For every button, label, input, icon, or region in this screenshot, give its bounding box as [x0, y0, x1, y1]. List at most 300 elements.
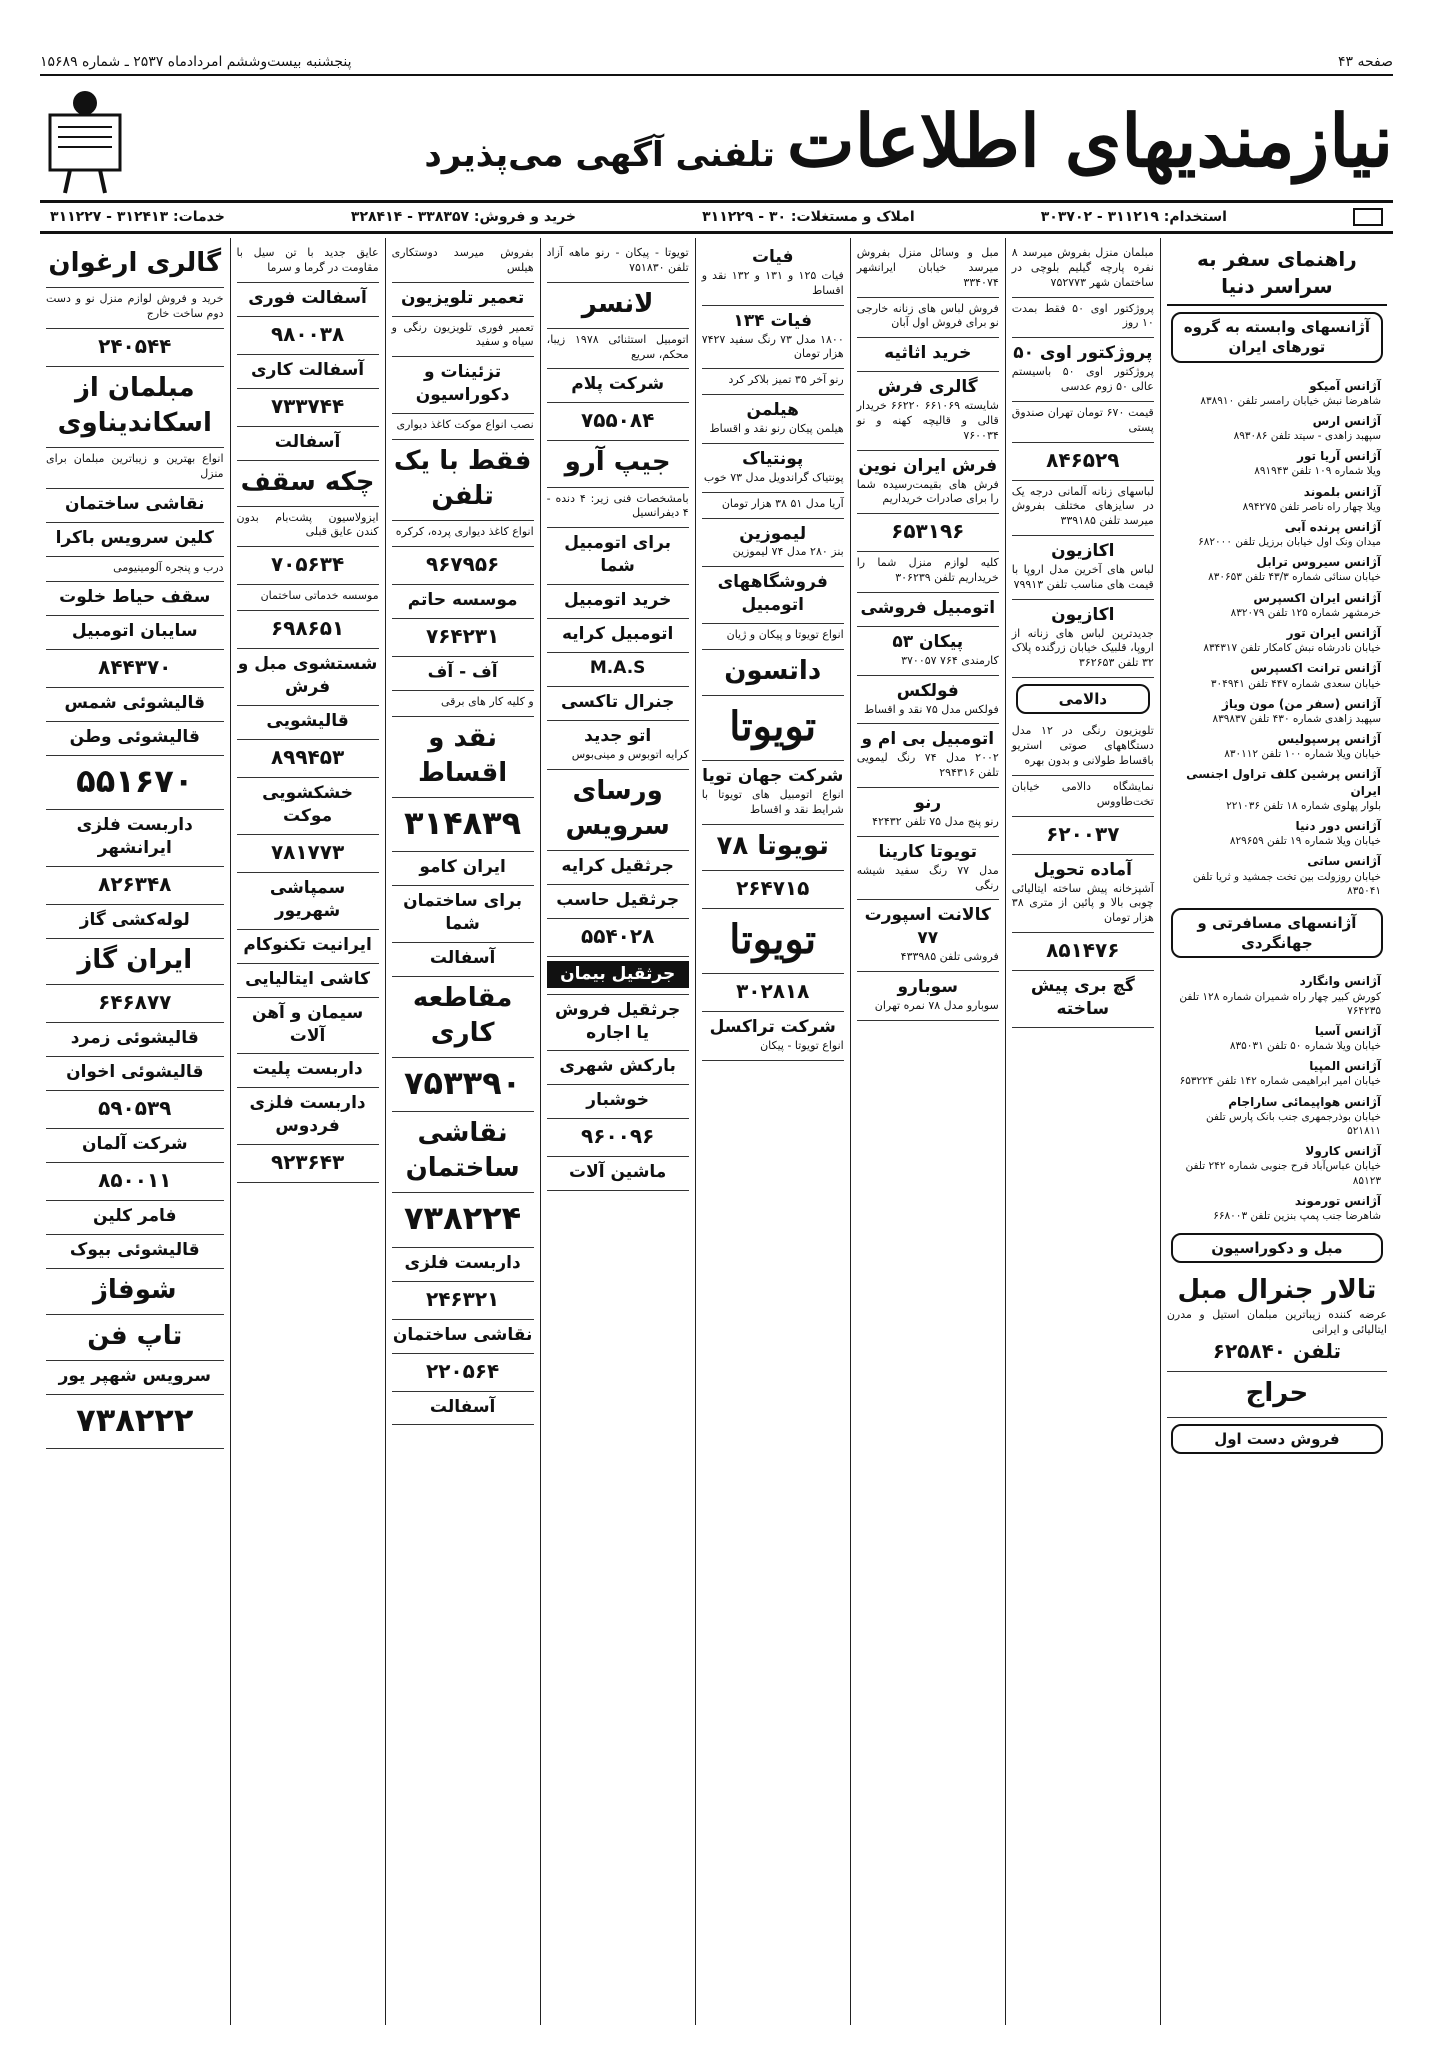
classified-ad: [1012, 443, 1154, 481]
classified-ad: [702, 624, 844, 650]
ad-heading: فیات ۱۳۴: [733, 310, 813, 331]
ad-body: پروژکتور اوی ۵۰ فقط بمدت ۱۰ روز: [1011, 301, 1154, 330]
ad-heading: بارکش شهری: [559, 1056, 676, 1077]
classified-ad: [857, 627, 999, 676]
agency-name: آژانس تورموند: [1294, 1193, 1381, 1208]
ad-heading: داربست فلزی ایرانشهر: [76, 815, 193, 859]
agency-name: آژانس ترانت اکسپرس: [1250, 661, 1381, 676]
classified-ad: [237, 1054, 379, 1088]
ad-heading: لیموزین: [739, 523, 807, 544]
ad-heading: شرکت تراکسل: [709, 1016, 836, 1037]
phone-employment: استخدام: ۳۱۱۲۱۹ - ۳۰۳۷۰۲: [1040, 209, 1227, 225]
classified-ad: [547, 919, 689, 957]
classified-ad: [46, 722, 224, 756]
agency-address: خیابان عباس‌آباد فرح جنوبی شماره ۲۴۲ تلفن ۸۵۱۲۳: [1185, 1160, 1381, 1187]
classified-ad: [237, 1088, 379, 1145]
classified-ad: [857, 676, 999, 725]
ad-heading: خرید اثاثیه: [884, 343, 972, 364]
classified-ad: [46, 1235, 224, 1269]
agency-address: میدان ونک اول خیابان برزیل تلفن ۶۸۲۰۰۰: [1198, 536, 1381, 549]
ad-phone: ۸۵۱۴۷۶: [1046, 938, 1120, 963]
ad-phone: ۲۶۴۷۱۵: [736, 875, 810, 900]
masthead-subtitle: تلفنی آگهی می‌پذیرد: [424, 134, 775, 175]
classified-ad: [237, 317, 379, 355]
classified-ad: [702, 567, 844, 624]
ad-heading: پیکان ۵۳: [892, 631, 964, 652]
ad-phone: ۷۵۵۰۸۴: [581, 408, 655, 433]
classified-ad: [857, 837, 999, 901]
ad-heading: مبلمان از اسکاندیناوی: [57, 372, 212, 438]
phone-buy-sell: خرید و فروش: ۳۳۸۳۵۷ - ۳۲۸۴۱۴: [350, 209, 577, 225]
ad-body: آشپزخانه پیش ساخته ایتالیائی چوبی بالا و پائین از متری ۳۸ هزار تومان: [1011, 881, 1154, 925]
ad-body: انواع تویوتا - پیکان: [760, 1038, 844, 1052]
classified-ad: [857, 972, 999, 1021]
brand-logo: دالامی: [1016, 684, 1150, 714]
classified-ad: [46, 288, 224, 329]
ad-heading: کاشی ایتالیایی: [245, 968, 371, 989]
ad-heading: اتومبیل کرایه: [561, 624, 674, 644]
classified-ad: [237, 930, 379, 964]
classified-ad: [857, 338, 999, 372]
ad-heading: سقف حیاط خلوت: [59, 587, 211, 608]
classified-ad: [547, 441, 689, 487]
ad-body: تویوتا - پیکان - رنو ماهه آزاد تلفن ۷۵۱۸۳۰: [546, 246, 689, 274]
agency-name: آژانس دور دنیا: [1295, 819, 1381, 833]
classified-ad: [237, 242, 379, 283]
classified-ad: [392, 1320, 534, 1354]
ad-heading: آسفالت کاری: [251, 359, 365, 380]
ad-phone: ۸۲۶۳۴۸: [98, 872, 172, 897]
classified-ad: [392, 852, 534, 886]
classified-ad: [237, 740, 379, 778]
classified-ad: [547, 488, 689, 529]
ad-heading: اتو جدید: [584, 725, 652, 746]
ad-heading: کالانت اسپورت ۷۷: [864, 905, 991, 949]
column-5: [540, 238, 695, 2025]
ad-heading: سیمان و آهن آلات: [251, 1002, 364, 1046]
column-3: [850, 238, 1005, 2025]
classified-ad: [547, 653, 689, 687]
ad-body: رنو پنج مدل ۷۵ تلفن ۴۲۴۳۲: [872, 815, 999, 828]
classified-ad: [392, 585, 534, 619]
ad-heading: فامر کلین: [92, 1206, 177, 1227]
classified-ad: [392, 1354, 534, 1392]
classified-ad: [237, 998, 379, 1055]
classified-ad: [702, 519, 844, 568]
classified-ad: [392, 1112, 534, 1193]
classified-ad: [1012, 600, 1154, 678]
classified-ad: [46, 867, 224, 905]
ad-body: ایزولاسیون پشت‌بام بدون کندن عایق قبلی: [236, 510, 379, 539]
agency-name: آژانس آریا تور: [1297, 449, 1381, 464]
ad-heading: سایبان اتومبیل: [71, 621, 198, 642]
phone-bar: [40, 200, 1393, 234]
ad-heading: تویوتا: [729, 915, 817, 963]
classified-ad: [392, 1392, 534, 1426]
ad-heading: گالری ارغوان: [48, 248, 222, 278]
classified-ad: [46, 489, 224, 523]
classified-ad: [46, 810, 224, 867]
ad-heading: ماشین آلات: [568, 1162, 667, 1183]
agency-address: خیابان بوذرجمهری جنب بانک پارس تلفن ۵۲۱۸۱۱: [1205, 1110, 1381, 1137]
classified-ad: [392, 440, 534, 521]
classified-ad: [857, 298, 999, 339]
agency-address: ویلا چهار راه ناصر تلفن ۸۹۴۲۷۵: [1242, 500, 1381, 513]
agency-list: [1167, 964, 1387, 1227]
ad-body: تعمیر فوری تلویزیون رنگی و سیاه و سفید: [391, 320, 534, 349]
ad-phone: ۹۸۰۰۳۸: [270, 321, 345, 346]
phone-services: خدمات: ۳۱۲۴۱۳ - ۳۱۱۲۲۷: [50, 209, 225, 225]
ad-heading: سوبارو: [897, 977, 958, 998]
agency-name: آژانس ایران تور: [1286, 626, 1381, 641]
ad-heading: قالیشوئی زمرد: [70, 1028, 199, 1049]
ad-heading: تزئینات و دکوراسیون: [415, 362, 510, 406]
classified-ad: [392, 283, 534, 317]
ad-body: نصب انواع موکت کاغذ دیواری: [396, 418, 534, 432]
classified-ad: [392, 1058, 534, 1112]
classified-ad: [702, 696, 844, 761]
classified-ad: [702, 306, 844, 370]
masthead-title: نیازمندیهای اطلاعات: [786, 97, 1393, 183]
classified-ad: [46, 1269, 224, 1315]
ad-heading: گالری فرش: [877, 377, 978, 398]
classified-ad: [237, 585, 379, 611]
ad-body: فولکس مدل ۷۵ نقد و اقساط: [864, 702, 999, 716]
classified-ad: [237, 706, 379, 740]
agency-address: خیابان سعدی شماره ۴۴۷ تلفن ۳۰۴۹۴۱: [1210, 677, 1381, 690]
agency-address: خیابان روزولت بین تخت جمشید و ثریا تلفن ۸۳۵۰۴۱: [1192, 870, 1381, 897]
ad-heading: تاپ فن: [87, 1321, 183, 1351]
ad-body: آریا مدل ۵۱ ۳۸ هزار تومان: [721, 496, 844, 510]
ad-phone: ۸۹۹۴۵۳: [270, 744, 345, 769]
classified-ad: [46, 985, 224, 1023]
ad-body: تلویزیون رنگی در ۱۲ مدل دستگاههای صوتی استریو باقساط طولانی و بدون بهره: [1011, 724, 1154, 768]
agency-address: بلوار پهلوی شماره ۱۸ تلفن ۲۲۱۰۳۶: [1226, 799, 1381, 812]
ad-heading: نقاشی ساختمان: [405, 1118, 520, 1184]
ad-heading: پروژکتور اوی ۵۰: [1013, 343, 1153, 364]
classified-ad: [237, 507, 379, 548]
classified-ad: [857, 242, 999, 298]
ad-phone: ۵۵۱۶۷۰: [76, 762, 194, 801]
ad-body: عرضه کننده زیباترین مبلمان استیل و مدرن ایتالیائی و ایرانی: [1166, 1308, 1387, 1337]
agency-name: آژانس کارولا: [1305, 1144, 1381, 1159]
classified-ad: [392, 657, 534, 691]
ad-body: مبلمان منزل بفروش میرسد ۸ نفره پارچه گیلیم بلوچی در ساختمان شهر ۷۵۲۷۷۳: [1011, 246, 1154, 289]
classified-ad: [392, 357, 534, 414]
agency-list: [1167, 369, 1387, 902]
ad-heading: داربست پلیت: [252, 1059, 363, 1080]
classified-ad: [392, 242, 534, 283]
classified-ad: [46, 242, 224, 288]
ad-phone: ۷۳۸۲۲۲: [76, 1401, 194, 1440]
agency-name: آژانس پرنده آبی: [1284, 519, 1381, 534]
classified-ad: [392, 1282, 534, 1320]
classified-ad: [1012, 971, 1154, 1028]
ad-heading: قالیشوئی اخوان: [66, 1062, 204, 1083]
classified-ad: [46, 939, 224, 985]
classified-ad: [547, 1157, 689, 1191]
classified-ad: [857, 724, 999, 788]
classified-ad: [857, 900, 999, 972]
classified-ad: [237, 873, 379, 930]
ad-heading: تعمیر تلویزیون: [400, 287, 525, 308]
agency-name: آژانس بلموند: [1303, 484, 1381, 499]
ad-heading: رنو: [914, 793, 942, 814]
ad-heading: اتومبیل بی ام و: [861, 729, 995, 750]
ad-heading: جرثقیل بیمان: [547, 961, 689, 988]
ad-heading: جیپ آرو: [564, 447, 671, 478]
agency-address: ویلا شماره ۱۰۹ تلفن ۸۹۱۹۴۳: [1254, 465, 1381, 478]
ad-heading: لوله‌کشی گاز: [79, 910, 190, 931]
ad-heading: ورسای سرویس: [565, 775, 670, 841]
ad-phone: ۸۵۰۰۱۱: [98, 1168, 172, 1193]
ad-heading: فرش ایران نوین: [858, 455, 998, 476]
ad-heading: داربست فلزی فردوس: [249, 1093, 366, 1137]
ad-body: فیات ۱۲۵ و ۱۳۱ و ۱۳۲ نقد و اقساط: [701, 268, 844, 297]
agency-name: آژانس آمیکو: [1309, 378, 1381, 393]
ad-phone: ۶۴۶۸۷۷: [98, 990, 172, 1015]
column-2: [1005, 238, 1160, 2025]
ad-phone: ۷۶۴۲۳۱: [425, 624, 500, 648]
classified-ad: [392, 1193, 534, 1247]
ad-heading: آسفالت فوری: [248, 287, 367, 308]
column-6: [385, 238, 540, 2025]
ad-body: فروش لباس های زنانه خارجی نو برای فروش اول آبان: [856, 301, 999, 330]
ad-heading: نقاشی ساختمان: [392, 1324, 533, 1345]
ad-phone: ۲۴۰۵۴۴: [98, 333, 172, 358]
classified-ad: [857, 451, 999, 515]
ad-phone: ۹۲۳۶۴۳: [270, 1150, 345, 1175]
column-7: [230, 238, 385, 2025]
ad-body: انواع اتومبیل های تویوتا با شرایط نقد و اقساط: [701, 788, 844, 816]
issue-line: [40, 50, 1393, 76]
classified-ad: [237, 547, 379, 585]
ad-heading: آف - آف: [427, 662, 498, 682]
ad-heading: چکه سقف: [240, 466, 375, 497]
classified-ad: [547, 1051, 689, 1085]
classified-ad: [1012, 338, 1154, 402]
agency-name: آژانس پرسپولیس: [1277, 732, 1381, 747]
classified-ad: [702, 825, 844, 871]
ad-heading: کلین سرویس باکرا: [55, 527, 214, 548]
ad-body: فروشی تلفن ۴۳۳۹۸۵: [900, 950, 999, 964]
agency-address: سپهبد زاهدی - سیتد تلفن ۸۹۳۰۸۶: [1233, 430, 1381, 443]
ad-body: عایق جدید با تن سیل با مقاومت در گرما و سرما: [236, 246, 379, 274]
classified-ad: [1167, 1269, 1387, 1372]
classified-ad: [46, 1163, 224, 1201]
ad-heading: برای اتومبیل شما: [564, 533, 672, 577]
classified-ad: [547, 1119, 689, 1157]
classified-ad: [702, 1012, 844, 1061]
classified-ad: [237, 427, 379, 461]
ad-phone: ۸۴۶۵۲۹: [1046, 447, 1120, 472]
ad-heading: اکازیون: [1051, 604, 1115, 625]
ad-body: خرید و فروش لوازم منزل نو و دست دوم ساخت خارج: [45, 292, 224, 320]
classified-ad: [46, 329, 224, 367]
classified-ad: [547, 585, 689, 619]
classified-ad: [547, 403, 689, 441]
classified-ad: [237, 964, 379, 998]
ad-phone: ۸۴۴۳۷۰: [98, 655, 172, 680]
classified-ad: [547, 1085, 689, 1119]
ad-body: هیلمن پیکان رنو نقد و اقساط: [709, 422, 844, 436]
newspaper-page: [40, 50, 1393, 2025]
classified-ad: [547, 721, 689, 770]
classified-ad: [237, 461, 379, 507]
classified-ad: [46, 1201, 224, 1235]
classified-ad: [547, 329, 689, 370]
classified-ad: [46, 582, 224, 616]
classified-ad: [702, 444, 844, 493]
ad-phone: ۶۹۸۶۵۱: [270, 616, 345, 641]
classified-ad: [1012, 242, 1154, 298]
classified-ad: [547, 995, 689, 1052]
classified-ad: [1012, 855, 1154, 933]
ad-phone: ۳۱۴۸۳۹: [404, 803, 522, 842]
classified-ad: [547, 283, 689, 329]
ad-body: شایسته ۶۶۱۰۶۹ ۶۶۲۲۰ خریدار قالی و قالیچه کهنه و نو ۷۶۰۰۳۴: [856, 399, 999, 442]
classified-ad: [392, 977, 534, 1058]
agency-address: خیابان امیر ابراهیمی شماره ۱۴۲ تلفن ۶۵۳۲۲۴: [1179, 1075, 1381, 1088]
classified-ad: [392, 691, 534, 717]
agency-address: کورش کبیر چهار راه شمیران شماره ۱۲۸ تلفن ۷۶۴۲۳۵: [1179, 990, 1381, 1017]
ad-heading: برای ساختمان شما: [403, 891, 523, 935]
ad-body: پونتیاک گراندویل مدل ۷۳ خوب: [703, 470, 844, 484]
ad-heading: داتسون: [724, 656, 822, 686]
agency-name: آژانس (سفر من) مون ویاژ: [1222, 696, 1381, 711]
newspaper-reader-illustration: [40, 85, 130, 195]
ad-heading: تویوتا کارینا: [878, 841, 978, 862]
classified-ad: [392, 1248, 534, 1282]
agency-address: شاهرضا جنب پمپ بنزین تلفن ۶۶۸۰۰۳: [1213, 1209, 1381, 1222]
ad-heading: شستشوی مبل و فرش: [237, 654, 378, 698]
classified-ad: [46, 905, 224, 939]
ad-phone: ۹۶۷۹۵۶: [425, 552, 500, 577]
agency-address: خرمشهر شماره ۱۲۵ تلفن ۸۳۲۰۷۹: [1230, 606, 1381, 619]
ad-heading: قالیشویی: [266, 711, 349, 731]
ad-heading: تویوتا ۷۸: [716, 830, 829, 861]
ad-phone: ۷۸۱۷۷۳: [270, 839, 345, 864]
ad-heading: جرثقیل حاسب: [556, 889, 680, 910]
ad-phone: ۶۵۳۱۹۶: [891, 519, 965, 544]
classified-ad: [392, 717, 534, 798]
classified-ad: [237, 355, 379, 389]
ad-heading: نقد و اقساط: [418, 722, 508, 788]
ad-heading: لانسر: [581, 288, 654, 319]
ad-heading: سمپاشی شهریور: [269, 877, 346, 921]
agency-group-heading: آژانسهای مسافرتی و جهانگردی: [1171, 908, 1383, 959]
newspaper-logo-icon: [1353, 208, 1383, 226]
ad-phone: ۹۶۰۰۹۶: [581, 1124, 655, 1149]
ad-body: پروژکتور اوی ۵۰ باسیستم عالی ۵۰ زوم عدسی: [1011, 365, 1154, 393]
page-number: صفحه ۴۳: [1337, 54, 1393, 70]
ad-body: فرش های بقیمت‌رسیده شما را برای صادرات خریداریم: [856, 477, 999, 506]
ad-body: ۲۰۰۲ مدل ۷۴ رنگ لیمویی تلفن ۲۹۴۳۱۶: [856, 751, 999, 780]
ad-heading: قالیشوئی وطن: [69, 727, 200, 748]
classified-ad: [1012, 720, 1154, 776]
agency-name: آژانس پرشین کلف تراول اجنسی ایران: [1186, 767, 1381, 798]
ad-phone: ۳۰۲۸۱۸: [736, 978, 810, 1003]
ad-body: کرایه اتوبوس و مینی‌بوس: [571, 747, 689, 761]
travel-guide-title: راهنمای سفر به سراسر دنیا: [1167, 242, 1387, 306]
agency-name: آژانس ایران اکسپرس: [1253, 590, 1381, 605]
column-travel: [1160, 238, 1393, 2025]
ad-heading: تویوتا: [729, 703, 817, 751]
classified-ad: [46, 523, 224, 557]
ad-body: موسسه خدماتی ساختمان: [260, 589, 379, 603]
classified-ad: [392, 886, 534, 943]
ad-body: انواع تویوتا و پیکان و ژیان: [726, 628, 844, 642]
ad-heading: قالیشوئی شمس: [64, 693, 205, 714]
classified-ad: [392, 547, 534, 585]
agency-name: آژانس المپیا: [1309, 1059, 1381, 1074]
classified-ad: [237, 283, 379, 317]
classified-ad: [46, 650, 224, 688]
classified-ad: [547, 957, 689, 995]
agency-name: آژانس هواپیمائی ساراجام: [1228, 1094, 1381, 1109]
ad-heading: اکازیون: [1051, 541, 1115, 562]
classified-ad: [46, 1129, 224, 1163]
ad-heading: آماده تحویل: [1033, 859, 1132, 880]
ad-body: سوبارو مدل ۷۸ نمره تهران: [874, 999, 999, 1013]
agency-address: خیابان نادرشاه نبش کامکار تلفن ۸۳۴۳۱۷: [1203, 642, 1381, 655]
classified-ad: [1167, 1372, 1387, 1418]
ad-body: بنز ۲۸۰ مدل ۷۴ لیموزین: [732, 545, 844, 559]
agency-name: آژانس سیروس ترابل: [1256, 555, 1381, 570]
classified-ad: [702, 369, 844, 395]
classified-ad: [1012, 776, 1154, 817]
agency-name: آژانس وانگارد: [1299, 974, 1381, 989]
classified-ad: [46, 1057, 224, 1091]
ad-phone: ۲۲۰۵۶۴: [425, 1358, 500, 1383]
agency-group-heading: آژانسهای وابسته به گروه تورهای ایران: [1171, 312, 1383, 363]
classified-ad: [392, 317, 534, 358]
ad-heading: فقط با یک تلفن: [393, 446, 532, 512]
ad-heading: نقاشی ساختمان: [65, 493, 205, 514]
ad-heading: جرثقیل کرایه: [561, 855, 674, 876]
classified-ad: [392, 943, 534, 977]
ad-phone: ۶۲۰۰۳۷: [1046, 821, 1120, 846]
agency-address: خیابان سنائی شماره ۴۳/۳ تلفن ۸۳۰۶۵۳: [1208, 571, 1381, 584]
classified-ad: [46, 1361, 224, 1395]
ad-body: مدل ۷۷ رنگ سفید شیشه رنگی: [856, 863, 999, 892]
ad-heading: هیلمن: [746, 400, 799, 421]
classified-ad: [237, 649, 379, 706]
classified-ad: [547, 369, 689, 403]
agency-address: سپهبد زاهدی شماره ۴۳۰ تلفن ۸۳۹۸۳۷: [1212, 712, 1381, 725]
ad-body: کلیه لوازم منزل شما را خریداریم تلفن ۳۰۶۲۳۹: [856, 556, 999, 585]
classified-ad: [547, 885, 689, 919]
agency-name: آژانس ارس: [1312, 413, 1381, 428]
ad-phone: ۷۵۳۳۹۰: [404, 1064, 522, 1103]
classified-ad: [237, 835, 379, 873]
ad-heading: مقاطعه کاری: [412, 982, 513, 1048]
agency-name: آژانس ساتی: [1307, 854, 1381, 869]
ad-heading: سرویس شهپر یور: [58, 1366, 211, 1387]
classified-ad: [1012, 817, 1154, 855]
classified-ad: [702, 242, 844, 306]
ad-heading: پونتیاک: [742, 448, 804, 469]
ad-heading: فولکس: [896, 680, 959, 701]
ad-heading: شوفاژ: [92, 1274, 177, 1305]
classified-ad: [547, 528, 689, 585]
ad-heading: آسفالت: [429, 947, 496, 968]
ad-heading: ایران گاز: [77, 945, 193, 976]
classified-ad: [392, 619, 534, 657]
ad-heading: قالیشوئی بیوک: [69, 1239, 200, 1260]
ad-heading: ایرانیت تکنوکام: [243, 934, 372, 955]
ad-heading: فیات: [751, 247, 794, 267]
